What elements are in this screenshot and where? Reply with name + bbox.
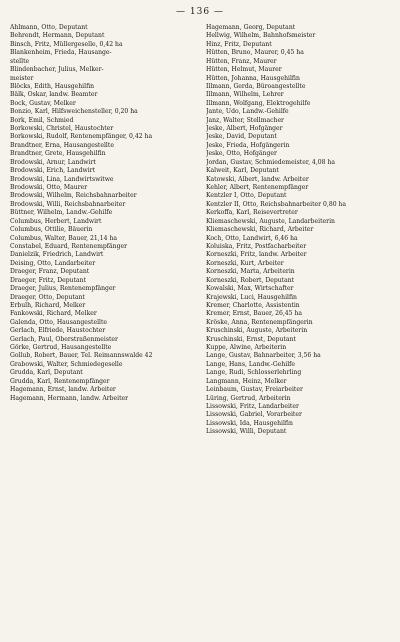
directory-entry: Görke, Gertrud, Hausangestellte bbox=[10, 344, 112, 352]
directory-entry: Hütten, Johanna, Hausgehilfin bbox=[206, 74, 300, 82]
directory-entry: Koluiska, Fritz, Postfacharbeiter bbox=[206, 242, 307, 250]
left-column bbox=[10, 24, 196, 403]
directory-entry: Brodowski, Wilhelm, Reichsbahnarbeiter bbox=[10, 192, 137, 200]
directory-entry: Kliemaschewski, Richard, Arbeiter bbox=[206, 226, 314, 234]
directory-entry: Büttner, Wilhelm, Landw.-Gehilfe bbox=[10, 209, 113, 217]
directory-entry: Kentzler I, Otto, Deputant bbox=[206, 192, 287, 200]
directory-entry: meister bbox=[10, 74, 34, 82]
directory-entry: Draeger, Franz, Deputant bbox=[10, 268, 90, 276]
directory-entry: Fankowski, Richard, Melker bbox=[10, 310, 97, 318]
directory-entry: Jeske, Frieda, Hofgängerin bbox=[206, 141, 290, 149]
directory-entry: Danielzik, Friedrich, Landwirt bbox=[10, 251, 104, 259]
right-column bbox=[206, 24, 392, 437]
directory-entry: Hütten, Bruno, Maurer, 0,45 ha bbox=[206, 49, 304, 57]
directory-entry: Koch, Otto, Landwirt, 6,46 ha bbox=[206, 234, 298, 242]
directory-entry: Erbulh, Richard, Melker bbox=[10, 301, 86, 309]
page-number: — 136 — bbox=[176, 7, 224, 17]
directory-entry: Draeger, Julius, Rentenempfänger bbox=[10, 285, 116, 293]
directory-entry: Lissowski, Gabriel, Vorarbeiter bbox=[206, 411, 302, 419]
directory-entry: Lissowski, Willi, Deputant bbox=[206, 428, 287, 436]
directory-entry: Lissowski, Ida, Hausgehilfin bbox=[206, 419, 293, 427]
directory-entry: Brodowski, Willi, Reichsbahnarbeiter bbox=[10, 200, 126, 208]
directory-entry: Kremer, Ernst, Bauer, 26,45 ha bbox=[206, 310, 303, 318]
directory-entry: Gerlach, Paul, Oberstraßenmeister bbox=[10, 335, 118, 343]
directory-entry: Leinbaum, Gustav, Freiarbeiter bbox=[206, 386, 303, 394]
directory-entry: Korneszki, Fritz, landw. Arbeiter bbox=[206, 251, 307, 259]
directory-entry: Gollub, Robert, Bauer, Tel. Reimannswalde 42 bbox=[10, 352, 153, 360]
directory-entry: Brodowski, Lina, Landwirtswitwe bbox=[10, 175, 114, 183]
directory-entry: Kehler, Albert, Rentenempfänger bbox=[206, 184, 309, 192]
directory-entry: Blindenbacher, Julius, Melker- bbox=[10, 66, 104, 74]
directory-entry: Kruschinski, Ernst, Deputant bbox=[206, 335, 296, 343]
directory-entry: Brandtner, Erna, Hausangestellte bbox=[10, 141, 114, 149]
directory-entry: Kalweit, Karl, Deputant bbox=[206, 167, 279, 175]
directory-entry: Brodowski, Otto, Maurer bbox=[10, 184, 88, 192]
directory-entry: Hütten, Franz, Maurer bbox=[206, 57, 277, 65]
directory-entry: Hagemann, Georg, Deputant bbox=[206, 24, 296, 31]
directory-entry: Brandtner, Grete, Hausgehilfin bbox=[10, 150, 106, 158]
directory-entry: Deising, Otto, Landarbeiter bbox=[10, 259, 96, 267]
directory-entry: Hagemann, Ernst, landw. Arbeiter bbox=[10, 386, 116, 394]
directory-entry: Gerlach, Elfriede, Haustochter bbox=[10, 327, 106, 335]
directory-entry: Constabel, Eduard, Rentenempfänger bbox=[10, 242, 128, 250]
directory-entry: Illmann, Gerda, Büroangestellte bbox=[206, 82, 306, 90]
directory-entry: Brodowski, Arnur, Landwirt bbox=[10, 158, 96, 166]
directory-entry: Kliemaschewski, Auguste, Landarbeiterin bbox=[206, 217, 335, 225]
directory-entry: Korneszki, Marta, Arbeiterin bbox=[206, 268, 295, 276]
directory-entry: Grudda, Karl, Rentenempfänger bbox=[10, 377, 110, 385]
directory-entry: Illmann, Wolfgang, Elektrogehilfe bbox=[206, 99, 311, 107]
directory-entry: stellte bbox=[10, 57, 30, 65]
directory-entry: Jeske, Otto, Hofgänger bbox=[206, 150, 277, 158]
directory-entry: Columbus, Walter, Bauer, 21,14 ha bbox=[10, 234, 117, 242]
directory-entry: Janz, Walter, Stellmacher bbox=[206, 116, 284, 124]
directory-entry: Kerkoffa, Karl, Reisevertreter bbox=[206, 209, 298, 217]
directory-entry: Ahlmann, Otto, Deputant bbox=[10, 24, 88, 31]
directory-entry: Grabowski, Walter, Schmiedegeselle bbox=[10, 360, 123, 368]
directory-entry: Bock, Gustav, Melker bbox=[10, 99, 76, 107]
directory-entry: Grudda, Karl, Deputant bbox=[10, 369, 83, 377]
directory-entry: Bonzio, Karl, Hilfsweichensteller, 0,20 ha bbox=[10, 108, 138, 116]
directory-entry: Columbus, Herbert, Landwirt bbox=[10, 217, 102, 225]
directory-entry: Bork, Emil, Schmied bbox=[10, 116, 74, 124]
directory-entry: Langmann, Heinz, Melker bbox=[206, 377, 287, 385]
directory-entry: Korneszki, Robert, Deputant bbox=[206, 276, 295, 284]
directory-entry: Hagemann, Hermann, landw. Arbeiter bbox=[10, 394, 129, 402]
directory-entry: Lange, Gustav, Bahnarbeiter, 3,56 ha bbox=[206, 352, 321, 360]
directory-entry: Lange, Hans, Landw.-Gehilfe bbox=[206, 360, 296, 368]
directory-entry: Lange, Rudi, Schlosserlehrling bbox=[206, 369, 302, 377]
directory-entry: Katowski, Albert, landw. Arbeiter bbox=[206, 175, 309, 183]
directory-entry: Illmann, Wilhelm, Lehrer bbox=[206, 91, 284, 99]
directory-entry: Borkowski, Christel, Haustochter bbox=[10, 125, 114, 133]
directory-entry: Kentzler II, Otto, Reichsbahnarbeiter 0,80 ha bbox=[206, 200, 347, 208]
directory-entry: Blankenheim, Frieda, Hausange- bbox=[10, 49, 112, 57]
directory-entry: Jante, Udo, Landw.-Gehilfe bbox=[206, 108, 289, 116]
directory-entry: Jeske, Albert, Hofgänger bbox=[206, 125, 283, 133]
directory-entry: Brodowski, Erich, Landwirt bbox=[10, 167, 96, 175]
directory-entry: Jeske, David, Deputant bbox=[206, 133, 277, 141]
directory-entry: Hinz, Fritz, Deputant bbox=[206, 40, 272, 48]
directory-entry: Lissowski, Fritz, Landarbeiter bbox=[206, 402, 299, 410]
directory-entry: Kröske, Anna, Rentenempfängerin bbox=[206, 318, 313, 326]
directory-entry: Bälk, Oskar, landw. Beamter bbox=[10, 91, 98, 99]
directory-entry: Draeger, Otto, Deputant bbox=[10, 293, 85, 301]
directory-entry: Blöcks, Edith, Hausgehilfin bbox=[10, 82, 95, 90]
directory-entry: Draeger, Fritz, Deputant bbox=[10, 276, 87, 284]
directory-entry: Hütten, Helmut, Maurer bbox=[206, 66, 282, 74]
directory-entry: Binsch, Fritz, Müllergeselle, 0,42 ha bbox=[10, 40, 123, 48]
directory-entry: Kruschinski, Auguste, Arbeiterin bbox=[206, 327, 308, 335]
directory-entry: Krajewski, Luci, Hausgehilfin bbox=[206, 293, 297, 301]
directory-entry: Galenda, Otto, Hausangestellte bbox=[10, 318, 108, 326]
directory-entry: Columbus, Ottilie, Bäuerin bbox=[10, 226, 93, 234]
directory-entry: Behrendt, Hermann, Deputant bbox=[10, 32, 105, 40]
directory-entry: Korneszki, Kurt, Arbeiter bbox=[206, 259, 284, 267]
directory-entry: Jordan, Gustav, Schmiedemeister, 4,08 ha bbox=[206, 158, 335, 166]
directory-entry: Hellwig, Wilhelm, Bahnhofsmeister bbox=[206, 32, 316, 40]
directory-entry: Kremer, Charlotte, Assistentin bbox=[206, 301, 300, 309]
directory-entry: Kuppe, Alwine, Arbeiterin bbox=[206, 344, 287, 352]
directory-entry: Borkowski, Rudolf, Rentenempfänger, 0,42 ha bbox=[10, 133, 153, 141]
directory-entry: Kowalski, Max, Wirtschafter bbox=[206, 285, 294, 293]
directory-entry: Lüring, Gertrud, Arbeiterin bbox=[206, 394, 291, 402]
